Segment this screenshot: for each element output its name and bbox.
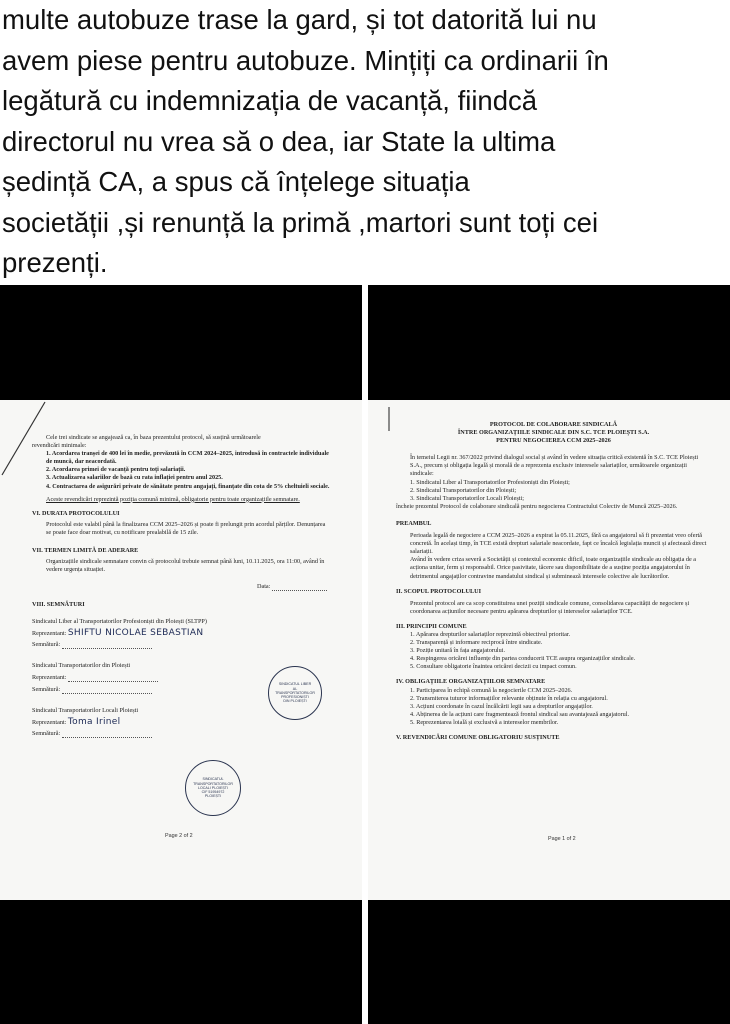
doc-conclude: încheie prezentul Protocol de colaborare sindicală pentru negocierea Contractului Colectiv de Muncă 2025–2026. <box>396 502 678 510</box>
obligation-item: 4. Abținerea de la acțiuni care fragmentează frontul sindical sau avantajează angajatorul. <box>410 710 630 718</box>
demands-note: Aceste revendicări reprezintă poziția comună minimă, obligatorie pentru toate organizațiile semnatare. <box>46 495 300 503</box>
post-line: directorul nu vrea să o dea, iar State la ultima <box>2 125 556 157</box>
section-title: V. REVENDICĂRI COMUNE OBLIGATORIU SUSȚINUTE <box>396 734 560 741</box>
post-line: avem piese pentru autobuze. Mințiți ca ordinarii în <box>2 44 609 76</box>
page-2-intro: Cele trei sindicate se angajează ca, în baza prezentului protocol, să susțină următoarele <box>46 434 261 441</box>
obligation-item: 5. Reprezentarea loială și exclusivă a intereselor membrilor. <box>410 718 559 726</box>
photo-page-1[interactable] <box>368 285 730 1024</box>
page-number: Page 2 of 2 <box>165 833 193 839</box>
principle-item: 5. Consultare obligatorie înaintea oricărei decizii cu impact comun. <box>410 663 577 671</box>
signatory-org: Sindicatul Liber al Transportatorilor Profesioniști din Ploiești (SLTPP) <box>32 617 207 625</box>
doc-title: PROTOCOL DE COLABORARE SINDICALĂ <box>489 421 618 428</box>
signatory-org: Sindicatul Transportatorilor din Ploiești <box>32 661 131 669</box>
photo-page-2[interactable] <box>0 285 362 1024</box>
section-text: Organizațiile sindicale semnatare convin că protocolul trebuie semnat până luni, 10.11.2025, ora 11:00, având în vedere urgența situației. <box>46 558 325 574</box>
section-title: VIII. SEMNĂTURI <box>32 601 85 609</box>
signatory-org: Sindicatul Transportatorilor Locali Ploiești <box>32 707 139 715</box>
doc-title: ÎNTRE ORGANIZAȚIILE SINDICALE DIN S.C. TCE PLOIEȘTI S.A. <box>457 429 650 437</box>
signature-line: Semnătură: <box>32 641 332 649</box>
demand-item: 3. Actualizarea salariilor de bază cu rata inflației pentru anul 2025. <box>46 474 223 482</box>
obligation-item: 2. Transmiterea tuturor informațiilor relevante obținute în relația cu angajatorul. <box>410 694 608 702</box>
section-title: VI. DURATA PROTOCOLULUI <box>32 509 120 517</box>
section-title: III. PRINCIPII COMUNE <box>396 622 467 630</box>
page-number: Page 1 of 2 <box>548 836 576 842</box>
principle-item: 2. Transparență și informare reciprocă între sindicate. <box>410 639 543 647</box>
paper-fold-mark <box>386 405 396 435</box>
photo-grid <box>0 285 730 1024</box>
section-title: VII. TERMEN LIMITĂ DE ADERARE <box>32 547 139 555</box>
section-text: Prezentul protocol are ca scop constituirea unei poziții sindicale comune, consolidarea capacității de negociere și coordonarea acțiunilor necesare pentru apărarea drepturilor și intereselor salariaților TCE. <box>410 599 690 615</box>
post-line: ședință CA, a spus că înțelege situația <box>2 166 470 197</box>
signature-line: Semnătură: <box>32 730 332 738</box>
obligation-item: 1. Participarea în echipă comună la negocierile CCM 2025–2026. <box>410 686 573 694</box>
section-title: II. SCOPUL PROTOCOLULUI <box>396 587 481 595</box>
representative-line: Reprezentant: Toma Irinel <box>32 717 121 728</box>
page-2-intro: revendicări minimale: <box>32 442 87 450</box>
demand-item: 2. Acordarea primei de vacanță pentru toți salariații. <box>46 466 186 474</box>
section-text: Perioada legală de negociere a CCM 2025–2026 a expirat la 05.11.2025, fără ca angajatorul să fi prezentat vreo ofertă concretă. În același timp, în TCE există drepturi salariale neacordate, fapt ce încalcă legislația muncii și afectează direct salariații. <box>410 532 707 556</box>
demand-item: 4. Contractarea de asigurări private de sănătate pentru angajați, finanțate din cota de 5% cheltuieli sociale. <box>46 482 330 490</box>
obligation-item: 3. Acțiuni coordonate în cazul încălcării legii sau a drepturilor angajaților. <box>410 702 593 710</box>
representative-line: Reprezentant: SHIFTU NICOLAE SEBASTIAN <box>32 627 204 638</box>
doc-intro: În temeiul Legii nr. 367/2022 privind dialogul social și având în vedere situația critică existentă în S.C. TCE Ploiești S.A., precum și obligația legală și morală de a reprezenta exclusiv interesele salariaților, următoarele organizații sindicale: <box>410 454 699 478</box>
org-item: 1. Sindicatul Liber al Transportatorilor Profesioniști din Ploiești; <box>410 478 570 486</box>
page-1-body <box>396 421 711 742</box>
principle-item: 3. Poziție unitară în fața angajatorului. <box>410 647 506 655</box>
section-text: Protocolul este valabil până la finalizarea CCM 2025–2026 și poate fi prelungit prin acordul părților. Denunțarea se poate face doar motivat, cu notificare prealabilă de 15 zile. <box>46 520 326 536</box>
principle-item: 4. Respingerea oricărei influențe din partea conducerii TCE asupra organizațiilor sindicale. <box>410 655 636 663</box>
post-line: legătură cu indemnizația de vacanță, fiindcă <box>2 85 538 116</box>
demand-item: 1. Acordarea tranșei de 400 lei în medie, prevăzută în CCM 2024–2025, introdusă în contractele individuale de muncă, dar neacordată. <box>46 450 329 466</box>
principle-item: 1. Apărarea drepturilor salariaților reprezintă obiectivul prioritar. <box>410 630 571 638</box>
document-page-2 <box>0 400 362 900</box>
union-stamp: SINDICATUL LIBER AL TRANSPORTATORILOR PROFESIONIȘTI DIN PLOIEȘTI <box>268 666 322 720</box>
post-line: prezenți. <box>2 247 108 278</box>
representative-line: Reprezentant: <box>32 674 332 682</box>
document-page-1 <box>368 400 730 900</box>
section-title: PREAMBUL <box>396 519 432 527</box>
section-title: IV. OBLIGAȚIILE ORGANIZAȚIILOR SEMNATARE <box>396 678 546 686</box>
post-line: societății ,și renunță la primă ,martori sunt toți cei <box>2 206 599 238</box>
post-line: multe autobuze trase la gard, și tot datorită lui nu <box>2 4 597 35</box>
section-text: Având în vedere criza severă a Societății și contextul economic dificil, toate organizațiile sindicale au obligația de a acționa unitar, ferm și responsabil. Orice pasivitate, tăcere sau disponibilitate de a susține poziția angajatorului în detrimentul angajaților contravine mandatului sindical și subminează interesele colective ale lucrătorilor. <box>410 556 696 580</box>
org-item: 3. Sindicatul Transportatorilor Locali Ploiești; <box>410 494 524 502</box>
handwritten-name: SHIFTU NICOLAE SEBASTIAN <box>67 627 204 638</box>
handwritten-name: Toma Irinel <box>67 717 121 728</box>
post-text <box>2 0 728 284</box>
org-item: 2. Sindicatul Transportatorilor din Ploiești; <box>410 486 517 494</box>
doc-title: PENTRU NEGOCIEREA CCM 2025–2026 <box>496 437 611 445</box>
date-field: Data: <box>32 583 332 591</box>
union-stamp: SINDICATUL TRANSPORTATORILOR LOCALI PLOIEȘTI CIF 51954972 PLOIEȘTI <box>185 760 241 816</box>
signature-line: Semnătură: <box>32 686 332 694</box>
